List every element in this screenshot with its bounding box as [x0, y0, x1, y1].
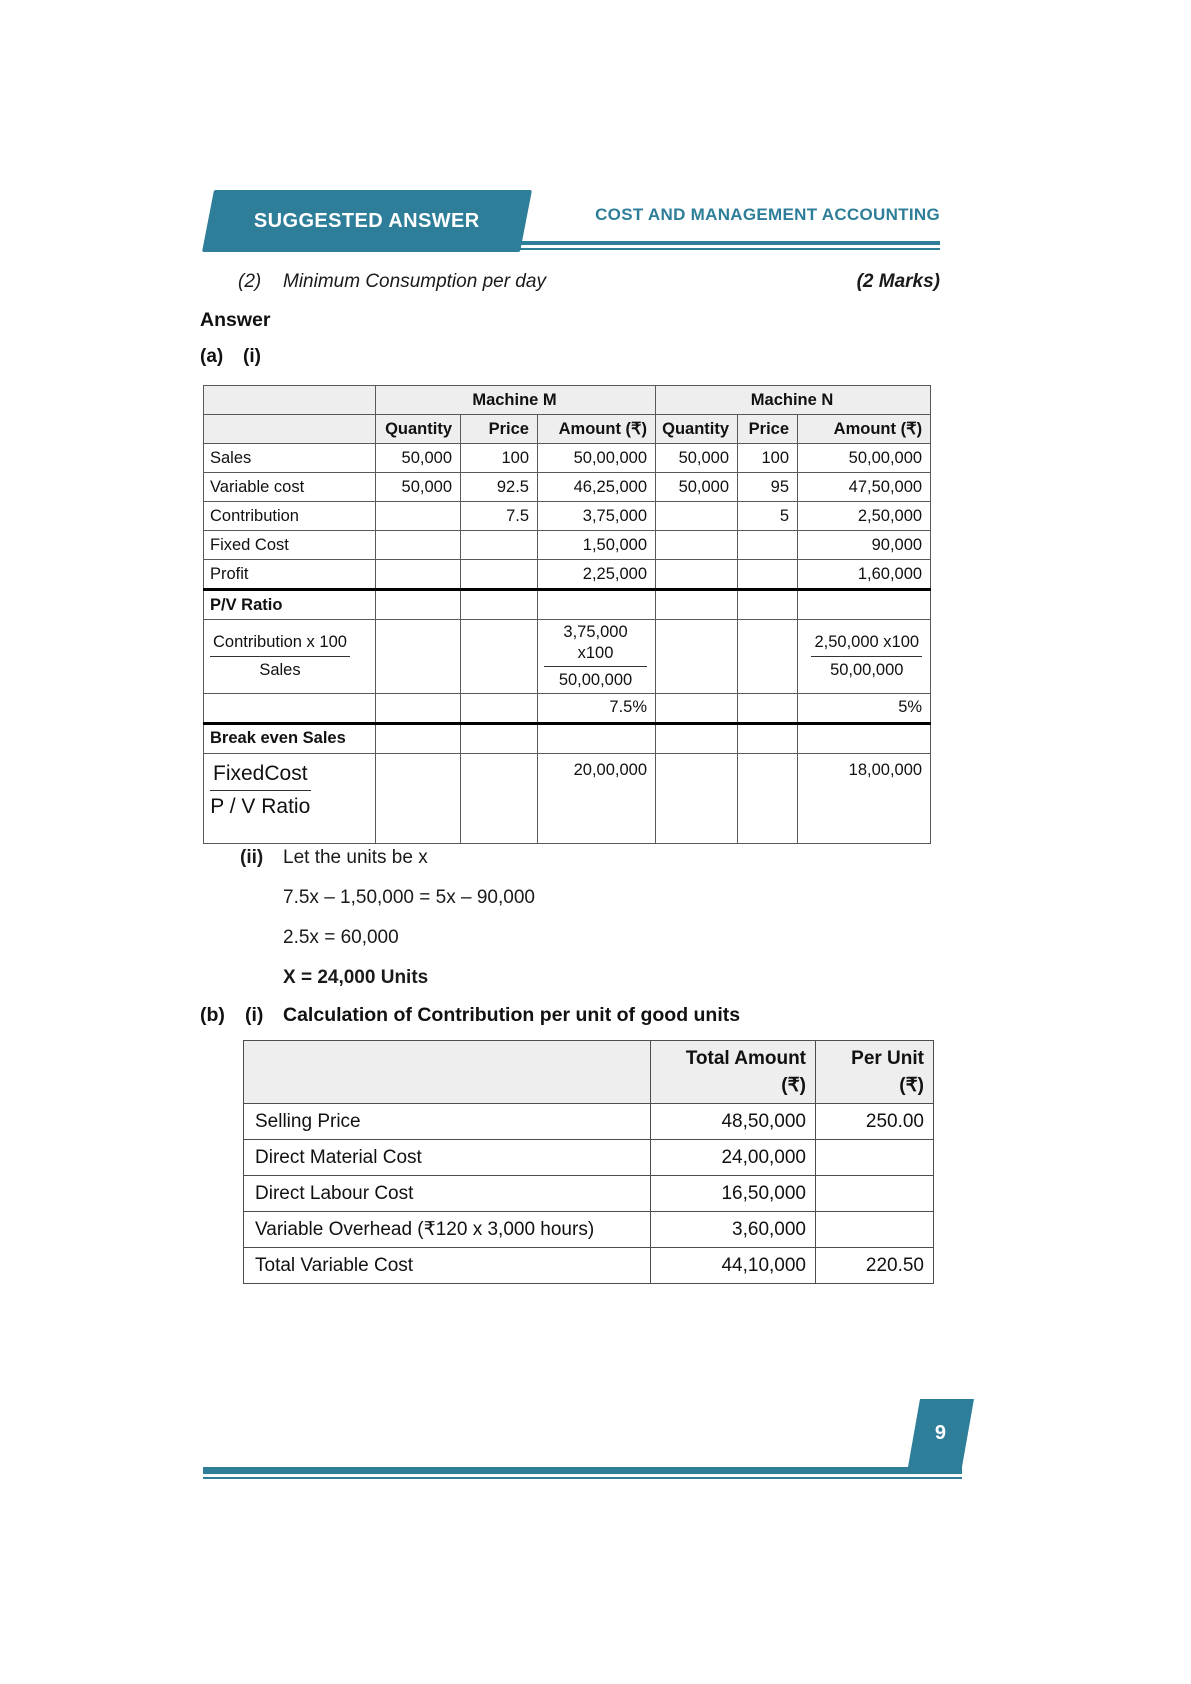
cell: 1,60,000	[798, 560, 931, 590]
cell: 250.00	[816, 1104, 934, 1140]
group-header-row	[204, 386, 931, 415]
cell	[738, 560, 798, 590]
col-header-amount-m: Amount (₹)	[538, 415, 656, 444]
footer-bar	[203, 1467, 962, 1474]
part-a-heading	[200, 346, 261, 368]
break-even-m: 20,00,000	[538, 753, 656, 843]
col-header-quantity-n: Quantity	[656, 415, 738, 444]
cell	[656, 502, 738, 531]
cell: 47,50,000	[798, 473, 931, 502]
fraction-denominator: P / V Ratio	[210, 795, 311, 819]
break-even-fraction	[210, 761, 311, 821]
fraction-numerator: 2,50,000 x100	[811, 632, 922, 657]
banner-label: SUGGESTED ANSWER	[254, 209, 480, 232]
col-header-price-n: Price	[738, 415, 798, 444]
cell: 50,000	[376, 444, 461, 473]
row-label: Total Variable Cost	[244, 1248, 651, 1284]
equation-result: X = 24,000 Units	[283, 967, 429, 988]
cell: 2,50,000	[798, 502, 931, 531]
cell: 16,50,000	[651, 1176, 816, 1212]
part-b-label: (b)	[200, 1004, 225, 1026]
table-row-contribution	[204, 502, 931, 531]
row-label: Fixed Cost	[204, 531, 376, 560]
part-ii-text: Let the units be x	[283, 847, 428, 868]
part-a-label: (a)	[200, 346, 224, 367]
table-row-break-even	[204, 723, 931, 753]
cell: 48,50,000	[651, 1104, 816, 1140]
machine-comparison-table	[203, 385, 931, 844]
fraction-denominator: 50,00,000	[830, 660, 904, 679]
part-a-sub-label: (i)	[243, 346, 261, 367]
header-rule	[492, 241, 940, 250]
cell: 220.50	[816, 1248, 934, 1284]
table-row-fixed-cost	[204, 531, 931, 560]
fraction-numerator: FixedCost	[210, 761, 311, 791]
machine-n-header: Machine N	[656, 386, 931, 415]
col-header-quantity-m: Quantity	[376, 415, 461, 444]
table-row-pv-ratio	[204, 590, 931, 620]
row-label: Direct Labour Cost	[244, 1176, 651, 1212]
page-number: 9	[935, 1421, 947, 1444]
page-number-tab	[908, 1399, 974, 1467]
footer-thin-line	[203, 1477, 962, 1479]
cell: 7.5	[461, 502, 538, 531]
cell: 44,10,000	[651, 1248, 816, 1284]
pv-calc-n-fraction	[811, 632, 922, 680]
table-row-variable-cost	[204, 473, 931, 502]
fraction-numerator: 3,75,000 x100	[544, 622, 647, 667]
table-row-selling-price	[244, 1104, 934, 1140]
pv-calc-m-fraction	[544, 622, 647, 691]
part-b-title: Calculation of Contribution per unit of good units	[283, 1004, 741, 1026]
break-even-label: Break even Sales	[204, 723, 376, 753]
table-row-break-even-formula	[204, 753, 931, 843]
cell	[376, 560, 461, 590]
question-text: Minimum Consumption per day	[283, 271, 546, 292]
row-label: Direct Material Cost	[244, 1140, 651, 1176]
table-row-total-variable-cost	[244, 1248, 934, 1284]
pv-percent-m: 7.5%	[538, 693, 656, 723]
question-line	[200, 271, 940, 293]
cell: 1,50,000	[538, 531, 656, 560]
fraction-numerator: Contribution x 100	[210, 632, 350, 657]
row-label: Sales	[204, 444, 376, 473]
cell: 90,000	[798, 531, 931, 560]
cell: 3,75,000	[538, 502, 656, 531]
pv-formula-fraction	[210, 632, 350, 680]
column-header-row	[244, 1041, 934, 1104]
cell	[656, 531, 738, 560]
cell: 50,000	[656, 444, 738, 473]
row-label: Contribution	[204, 502, 376, 531]
cell: 50,000	[376, 473, 461, 502]
cell	[816, 1212, 934, 1248]
part-ii-section	[240, 845, 535, 1005]
cell	[461, 560, 538, 590]
question-number: (2)	[238, 271, 262, 292]
cell: 50,000	[656, 473, 738, 502]
cell	[376, 502, 461, 531]
break-even-n: 18,00,000	[798, 753, 931, 843]
cell	[461, 531, 538, 560]
table-row-variable-overhead	[244, 1212, 934, 1248]
fraction-denominator: 50,00,000	[558, 671, 633, 690]
part-ii-intro	[240, 845, 535, 870]
row-label: Profit	[204, 560, 376, 590]
table-row-pv-percent	[204, 693, 931, 723]
cell	[738, 531, 798, 560]
part-b-sub-label: (i)	[245, 1004, 264, 1026]
row-label: Variable Overhead (₹120 x 3,000 hours)	[244, 1212, 651, 1248]
machine-m-header: Machine M	[376, 386, 656, 415]
cell: 100	[738, 444, 798, 473]
part-b-heading	[200, 1004, 740, 1027]
cell: 100	[461, 444, 538, 473]
cell: 24,00,000	[651, 1140, 816, 1176]
table-row-direct-material	[244, 1140, 934, 1176]
equation-line: 2.5x = 60,000	[283, 927, 399, 948]
part-ii-label: (ii)	[240, 847, 264, 868]
table-row-profit	[204, 560, 931, 590]
fraction-denominator: Sales	[259, 660, 301, 679]
cell: 92.5	[461, 473, 538, 502]
marks-label: (2 Marks)	[856, 271, 940, 292]
cell	[376, 531, 461, 560]
cell: 95	[738, 473, 798, 502]
cell	[816, 1176, 934, 1212]
col-header-per-unit: Per Unit (₹)	[816, 1041, 934, 1104]
header-rule-thick	[492, 241, 940, 245]
table-row-pv-formula	[204, 620, 931, 694]
row-label: Selling Price	[244, 1104, 651, 1140]
cell	[656, 560, 738, 590]
col-header-amount-n: Amount (₹)	[798, 415, 931, 444]
cell: 46,25,000	[538, 473, 656, 502]
pv-ratio-label: P/V Ratio	[204, 590, 376, 620]
row-label: Variable cost	[204, 473, 376, 502]
equation-line: 7.5x – 1,50,000 = 5x – 90,000	[283, 887, 535, 908]
cell: 2,25,000	[538, 560, 656, 590]
col-header-total-amount: Total Amount (₹)	[651, 1041, 816, 1104]
cell: 5	[738, 502, 798, 531]
table-row-direct-labour	[244, 1176, 934, 1212]
header-rule-thin	[492, 248, 940, 250]
column-header-row	[204, 415, 931, 444]
cell: 3,60,000	[651, 1212, 816, 1248]
cell: 50,00,000	[798, 444, 931, 473]
pv-percent-n: 5%	[798, 693, 931, 723]
contribution-table	[243, 1040, 934, 1284]
cell: 50,00,000	[538, 444, 656, 473]
answer-heading: Answer	[200, 309, 271, 331]
cell	[816, 1140, 934, 1176]
subject-title: COST AND MANAGEMENT ACCOUNTING	[595, 205, 940, 224]
col-header-price-m: Price	[461, 415, 538, 444]
table-row-sales	[204, 444, 931, 473]
suggested-answer-banner	[202, 190, 532, 252]
